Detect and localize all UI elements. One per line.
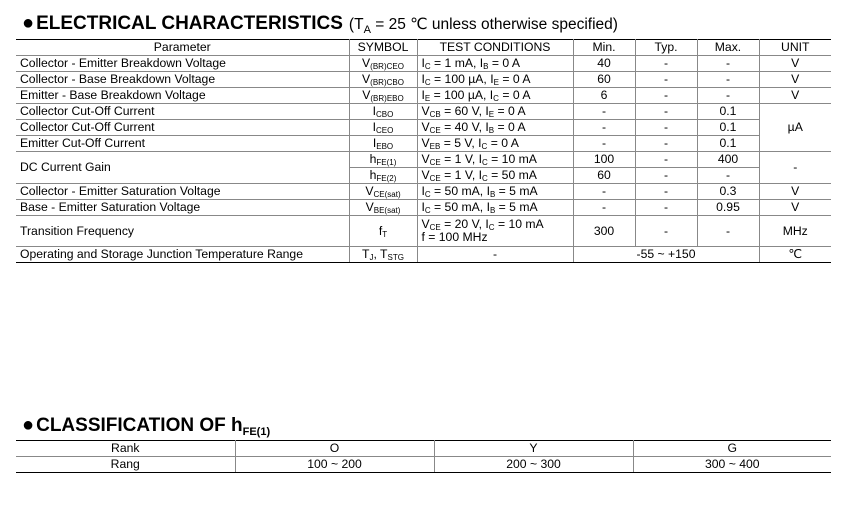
param-cell: Collector - Base Breakdown Voltage (16, 72, 349, 88)
typ-cell: - (635, 168, 697, 184)
unit-cell: µA (759, 104, 831, 152)
max-cell: - (697, 88, 759, 104)
param-cell: Emitter Cut-Off Current (16, 136, 349, 152)
table-row (16, 72, 831, 88)
bullet-icon: ● (22, 414, 35, 436)
condition-cell: $V_{EB} = 5$ V, $I_C = 0$ A (417, 136, 573, 152)
condition-cell: $I_C = 50$ mA, $I_B = 5$ mA (417, 200, 573, 216)
section-title: ELECTRICAL CHARACTERISTICS (36, 13, 343, 34)
class-cell: Rang (16, 457, 235, 473)
max-cell: - (697, 168, 759, 184)
typ-cell: - (635, 216, 697, 247)
min-cell: 300 (573, 216, 635, 247)
min-cell: 6 (573, 88, 635, 104)
min-cell: 60 (573, 168, 635, 184)
param-cell: Collector Cut-Off Current (16, 120, 349, 136)
max-cell: 400 (697, 152, 759, 168)
typ-cell: - (635, 72, 697, 88)
section-heading-classification (22, 414, 270, 437)
section-title: CLASSIFICATION OF $h_{FE(1)}$ (36, 415, 271, 438)
symbol-cell: $V_{CE(sat)}$ (349, 184, 417, 200)
symbol-cell: $I_{EBO}$ (349, 136, 417, 152)
max-cell: - (697, 72, 759, 88)
param-cell: Collector - Emitter Breakdown Voltage (16, 56, 349, 72)
typ-cell: - (635, 88, 697, 104)
typ-cell: - (635, 120, 697, 136)
unit-cell: V (759, 184, 831, 200)
condition-cell: $V_{CE} = 20$ V, $I_C = 10$ mA f = 100 MHz (417, 216, 573, 247)
min-cell: 60 (573, 72, 635, 88)
min-cell: - (573, 120, 635, 136)
min-cell: - (573, 136, 635, 152)
electrical-characteristics-table (16, 39, 831, 263)
column-header: TEST CONDITIONS (417, 40, 573, 56)
typ-cell: - (635, 200, 697, 216)
param-cell: Collector Cut-Off Current (16, 104, 349, 120)
table-row (16, 184, 831, 200)
min-cell: - (573, 184, 635, 200)
unit-cell: V (759, 200, 831, 216)
typ-cell: - (635, 152, 697, 168)
max-cell: 0.95 (697, 200, 759, 216)
symbol-cell: $h_{FE(2)}$ (349, 168, 417, 184)
symbol-cell: $I_{CBO}$ (349, 104, 417, 120)
min-cell: 100 (573, 152, 635, 168)
class-cell: Rank (16, 441, 235, 457)
unit-cell: V (759, 72, 831, 88)
condition-cell: $I_C = 100$ µA, $I_E = 0$ A (417, 72, 573, 88)
condition-cell: $I_C = 50$ mA, $I_B = 5$ mA (417, 184, 573, 200)
param-cell: Base - Emitter Saturation Voltage (16, 200, 349, 216)
table-row (16, 247, 831, 263)
table-header-row (16, 40, 831, 56)
table-row (16, 104, 831, 120)
range-cell: -55 ~ +150 (573, 247, 759, 263)
condition-cell: $I_E = 100$ µA, $I_C = 0$ A (417, 88, 573, 104)
param-cell: Emitter - Base Breakdown Voltage (16, 88, 349, 104)
param-cell: Transition Frequency (16, 216, 349, 247)
symbol-cell: $f_T$ (349, 216, 417, 247)
symbol-cell: $V_{(BR)CBO}$ (349, 72, 417, 88)
column-header: UNIT (759, 40, 831, 56)
table-row (16, 120, 831, 136)
table-row (16, 216, 831, 247)
max-cell: - (697, 216, 759, 247)
condition-cell: $V_{CE} = 40$ V, $I_B = 0$ A (417, 120, 573, 136)
class-cell: 200 ~ 300 (434, 457, 633, 473)
column-header: Typ. (635, 40, 697, 56)
table-row (16, 152, 831, 168)
column-header: Max. (697, 40, 759, 56)
unit-cell: ℃ (759, 247, 831, 263)
class-cell: O (235, 441, 434, 457)
condition-cell: - (417, 247, 573, 263)
table-row (16, 136, 831, 152)
min-cell: - (573, 200, 635, 216)
table-row (16, 56, 831, 72)
class-cell: Y (434, 441, 633, 457)
column-header: Min. (573, 40, 635, 56)
symbol-cell: $I_{CEO}$ (349, 120, 417, 136)
max-cell: 0.1 (697, 120, 759, 136)
param-cell: DC Current Gain (16, 152, 349, 184)
max-cell: - (697, 56, 759, 72)
condition-cell: $I_C = 1$ mA, $I_B = 0$ A (417, 56, 573, 72)
unit-cell: V (759, 56, 831, 72)
class-cell: G (633, 441, 831, 457)
symbol-cell: $V_{(BR)EBO}$ (349, 88, 417, 104)
symbol-cell: $h_{FE(1)}$ (349, 152, 417, 168)
min-cell: 40 (573, 56, 635, 72)
column-header: Parameter (16, 40, 349, 56)
param-cell: Operating and Storage Junction Temperature Range (16, 247, 349, 263)
typ-cell: - (635, 56, 697, 72)
table-row (16, 200, 831, 216)
table-row (16, 88, 831, 104)
bullet-icon: ● (22, 12, 35, 34)
class-cell: 100 ~ 200 (235, 457, 434, 473)
section-heading-electrical (22, 12, 618, 35)
condition-cell: $V_{CE} = 1$ V, $I_C = 10$ mA (417, 152, 573, 168)
condition-cell: $V_{CE} = 1$ V, $I_C = 50$ mA (417, 168, 573, 184)
max-cell: 0.3 (697, 184, 759, 200)
max-cell: 0.1 (697, 104, 759, 120)
classification-table (16, 440, 831, 473)
unit-cell: MHz (759, 216, 831, 247)
max-cell: 0.1 (697, 136, 759, 152)
symbol-cell: $V_{(BR)CEO}$ (349, 56, 417, 72)
class-cell: 300 ~ 400 (633, 457, 831, 473)
min-cell: - (573, 104, 635, 120)
param-cell: Collector - Emitter Saturation Voltage (16, 184, 349, 200)
typ-cell: - (635, 104, 697, 120)
symbol-cell: $V_{BE(sat)}$ (349, 200, 417, 216)
condition-cell: $V_{CB} = 60$ V, $I_E = 0$ A (417, 104, 573, 120)
unit-cell: - (759, 152, 831, 184)
section-condition: ($T_A = 25$ ℃ unless otherwise specified) (348, 16, 618, 36)
typ-cell: - (635, 184, 697, 200)
unit-cell: V (759, 88, 831, 104)
typ-cell: - (635, 136, 697, 152)
column-header: SYMBOL (349, 40, 417, 56)
symbol-cell: $T_J$, $T_{STG}$ (349, 247, 417, 263)
